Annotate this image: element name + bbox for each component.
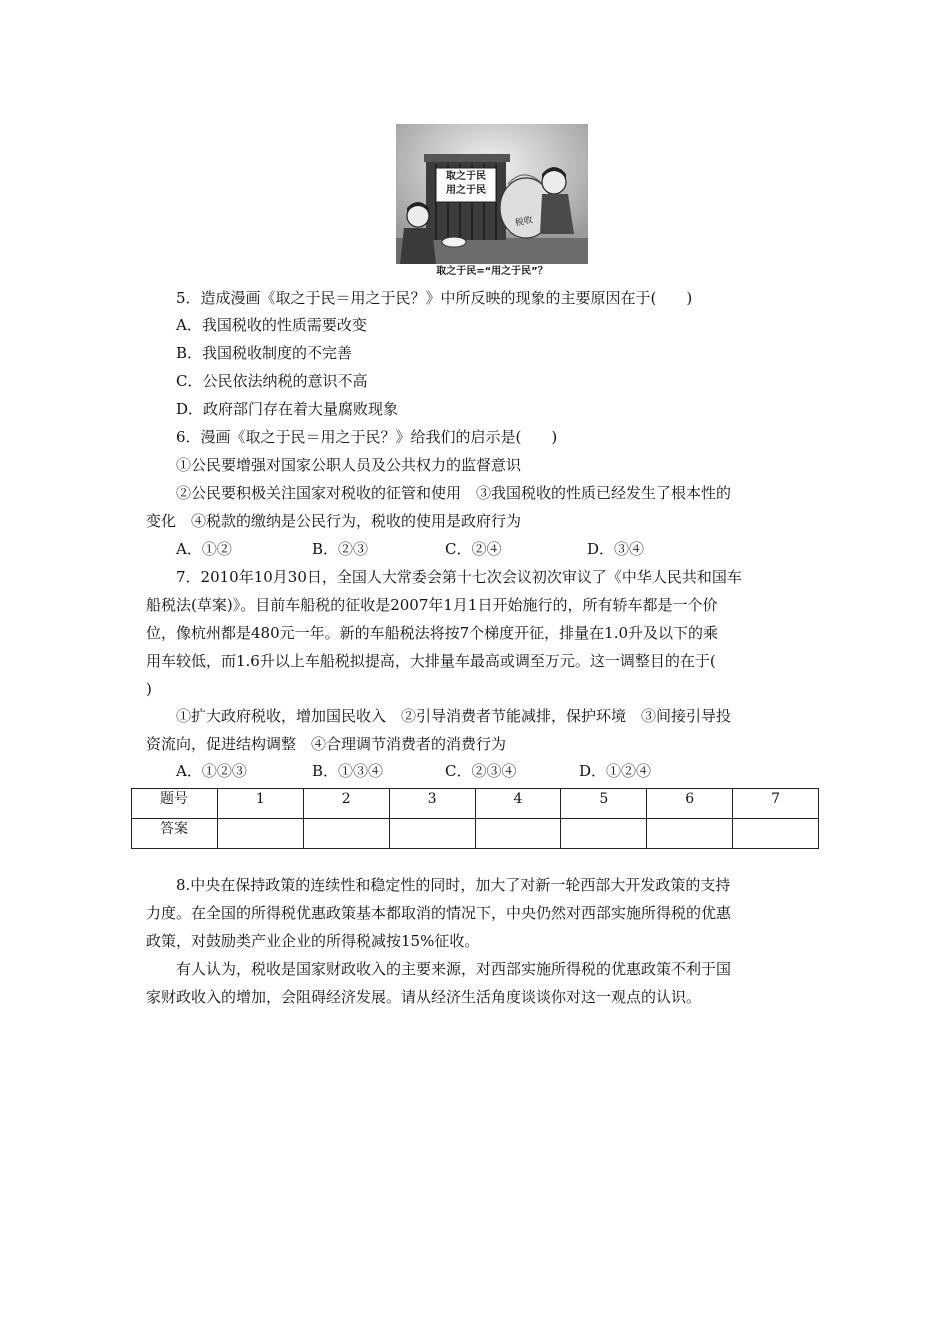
answer-table-header-row	[132, 789, 819, 819]
q7-statements-line-1: ①扩大政府税收，增加国民收入 ②引导消费者节能减排，保护环境 ③间接引导投	[176, 707, 732, 725]
q5-option-b: B．我国税收制度的不完善	[176, 344, 353, 362]
answer-cell-4[interactable]	[475, 819, 561, 849]
answer-cell-1[interactable]	[217, 819, 303, 849]
answer-table-number-5: 5	[561, 789, 647, 819]
q5-option-d: D．政府部门存在着大量腐败现象	[176, 400, 399, 418]
q7-line-3: 位，像杭州都是480元一年。新的车船税法将按7个梯度开征，排量在1.0升及以下的乘	[146, 624, 719, 642]
answer-cell-2[interactable]	[303, 819, 389, 849]
answer-cell-5[interactable]	[561, 819, 647, 849]
q6-option-c: C．②④	[445, 540, 502, 558]
q6-statements-line-1: ②公民要积极关注国家对税收的征管和使用 ③我国税收的性质已经发生了根本性的	[176, 484, 732, 502]
answer-table	[131, 788, 819, 849]
q6-statement-1: ①公民要增强对国家公职人员及公共权力的监督意识	[176, 456, 522, 474]
q7-option-d: D．①②④	[579, 762, 652, 780]
q6-option-a: A．①②	[176, 540, 232, 558]
q8-line-5: 家财政收入的增加，会阻碍经济发展。请从经济生活角度谈谈你对这一观点的认识。	[146, 988, 702, 1006]
q7-option-a: A．①②③	[176, 762, 247, 780]
answer-table-label-number: 题号	[132, 789, 218, 819]
q7-option-b: B．①③④	[312, 762, 384, 780]
answer-table-number-7: 7	[733, 789, 819, 819]
answer-cell-3[interactable]	[389, 819, 475, 849]
q5-stem: 5．造成漫画《取之于民＝用之于民？》中所反映的现象的主要原因在于( )	[176, 289, 693, 307]
q8-line-1: 8.中央在保持政策的连续性和稳定性的同时，加大了对新一轮西部大开发政策的支持	[176, 876, 731, 894]
answer-table-number-4: 4	[475, 789, 561, 819]
cartoon-sign-line-2: 用之于民	[446, 185, 486, 196]
answer-table-number-1: 1	[217, 789, 303, 819]
q6-stem: 6．漫画《取之于民＝用之于民？》给我们的启示是( )	[176, 428, 558, 446]
q7-line-5: )	[146, 680, 152, 698]
cartoon-caption: 取之于民=“用之于民”？	[436, 266, 548, 277]
answer-table-answer-row	[132, 819, 819, 849]
q7-statements-line-2: 资流向，促进结构调整 ④合理调节消费者的消费行为	[146, 735, 507, 753]
q8-line-3: 政策，对鼓励类产业企业的所得税减按15%征收。	[146, 932, 480, 950]
q8-line-2: 力度。在全国的所得税优惠政策基本都取消的情况下，中央仍然对西部实施所得税的优惠	[146, 904, 732, 922]
answer-cell-7[interactable]	[733, 819, 819, 849]
cartoon-bag-label: 税收	[514, 215, 534, 229]
q5-option-c: C．公民依法纳税的意识不高	[176, 372, 368, 390]
cartoon-sign-line-1: 取之于民	[446, 171, 486, 182]
q7-option-c: C．②③④	[445, 762, 517, 780]
answer-table-number-2: 2	[303, 789, 389, 819]
q8-line-4: 有人认为，税收是国家财政收入的主要来源，对西部实施所得税的优惠政策不利于国	[176, 960, 732, 978]
cartoon-illustration	[396, 124, 588, 264]
q6-option-b: B．②③	[312, 540, 369, 558]
answer-table-number-3: 3	[389, 789, 475, 819]
answer-table-label-answer: 答案	[132, 819, 218, 849]
q7-line-4: 用车较低，而1.6升以上车船税拟提高，大排量车最高或调至万元。这一调整目的在于(	[146, 652, 716, 670]
q6-option-d: D．③④	[587, 540, 645, 558]
q5-option-a: A．我国税收的性质需要改变	[176, 316, 367, 334]
q7-line-1: 7．2010年10月30日，全国人大常委会第十七次会议初次审议了《中华人民共和国车	[176, 568, 742, 586]
answer-cell-6[interactable]	[647, 819, 733, 849]
q7-line-2: 船税法(草案)》。目前车船税的征收是2007年1月1日开始施行的，所有轿车都是一个价	[146, 596, 718, 614]
q6-statements-line-2: 变化 ④税款的缴纳是公民行为，税收的使用是政府行为	[146, 512, 522, 530]
answer-table-number-6: 6	[647, 789, 733, 819]
